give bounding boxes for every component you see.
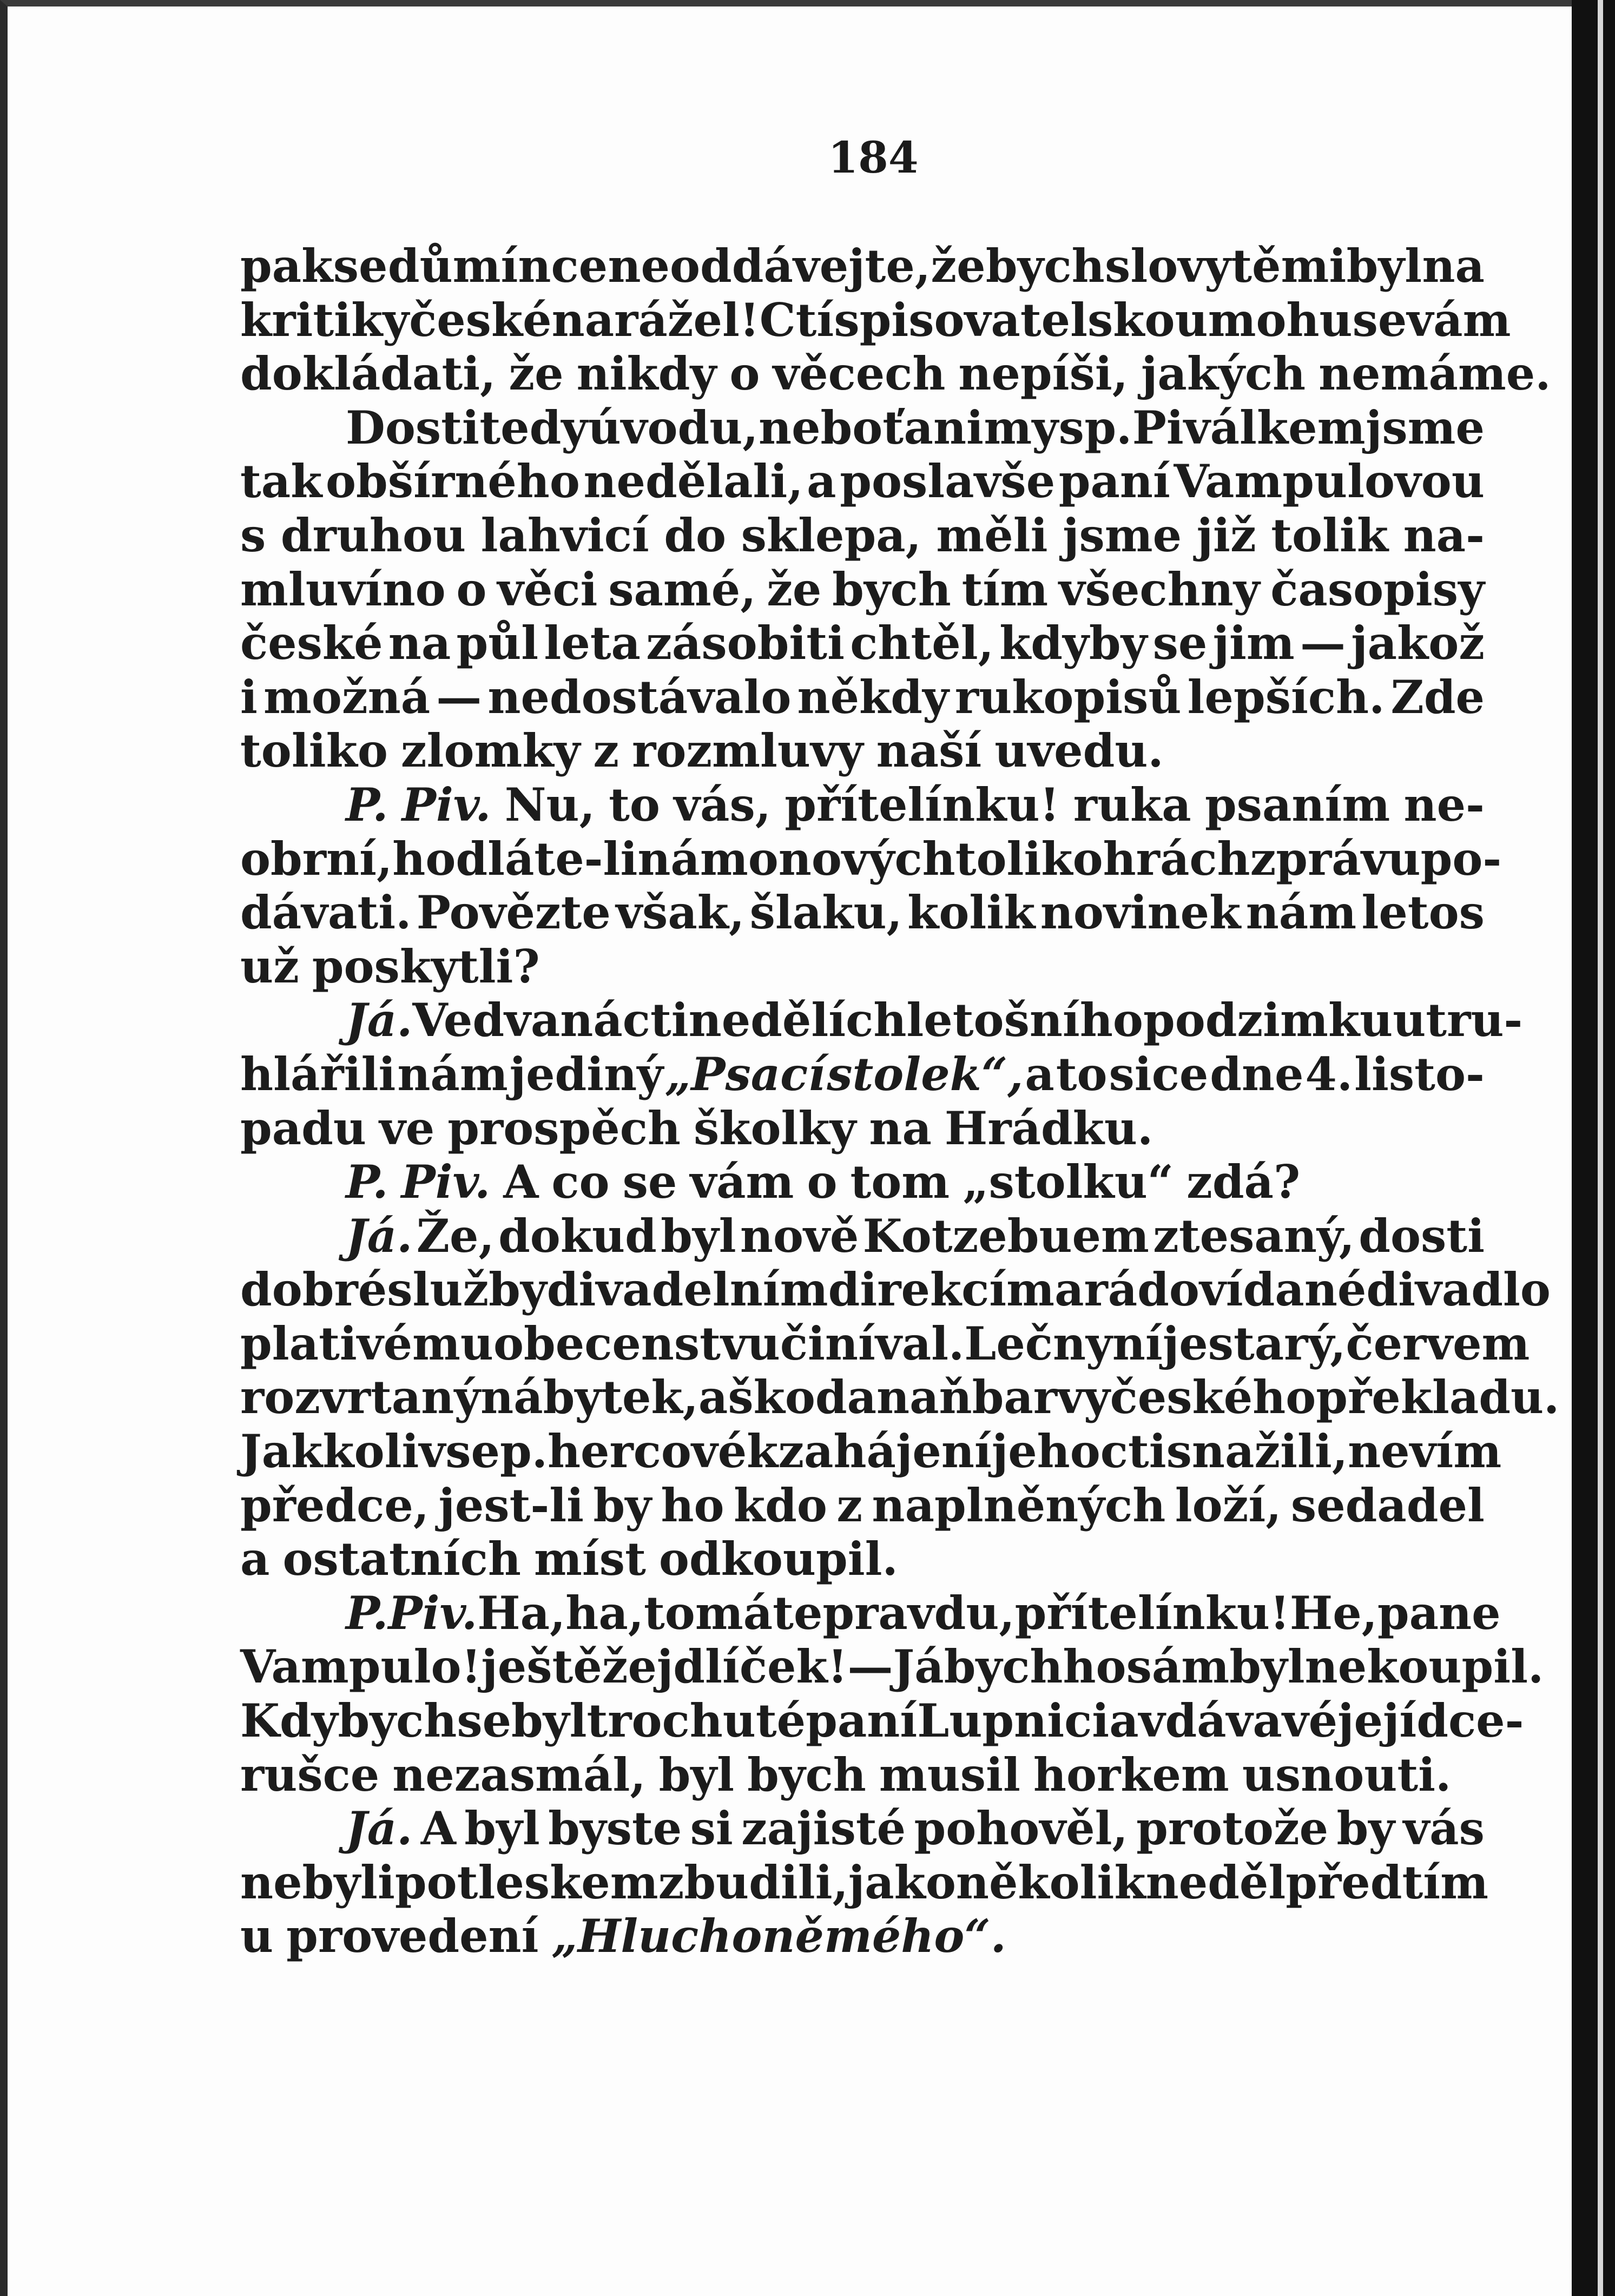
- text-line: [240, 401, 1485, 455]
- word: tím: [961, 562, 1049, 616]
- word: neboť: [759, 400, 904, 454]
- word: jako: [848, 1855, 956, 1909]
- word: letos: [1361, 886, 1485, 940]
- word: vdávavé: [1138, 1694, 1338, 1748]
- word: nám: [637, 832, 748, 886]
- word: co: [551, 1155, 610, 1209]
- word: ho: [1063, 1640, 1126, 1694]
- word: nemáme.: [1319, 347, 1551, 401]
- word: nově: [740, 1209, 859, 1263]
- word: pane: [1377, 1586, 1501, 1640]
- word: důmínce: [387, 239, 608, 293]
- word: vám: [690, 1155, 794, 1209]
- text-line: [240, 1424, 1502, 1479]
- word: na: [388, 616, 451, 670]
- word: sklepa,: [741, 508, 921, 562]
- word: to: [644, 1586, 695, 1640]
- word: letošního: [906, 993, 1143, 1047]
- word: Kotzebuem: [862, 1209, 1149, 1263]
- word: ještě: [481, 1640, 602, 1694]
- word: Dosti: [346, 400, 479, 454]
- word: Já.: [346, 1209, 413, 1263]
- text-line: [240, 1316, 1530, 1371]
- word: u: [240, 1909, 274, 1963]
- word: se: [622, 1155, 677, 1209]
- word: divadlo: [1366, 1263, 1551, 1317]
- word: byl: [661, 1209, 736, 1263]
- word: my: [984, 400, 1059, 454]
- word: časopisy: [1270, 562, 1485, 616]
- word: věcech: [773, 347, 946, 401]
- word: jsme: [1365, 400, 1485, 454]
- word: měli: [936, 508, 1048, 562]
- word: nám: [1245, 886, 1357, 940]
- word: cti: [1100, 1424, 1166, 1479]
- word: nevím: [1348, 1424, 1502, 1479]
- word: dvanácti: [472, 993, 689, 1047]
- word: z: [836, 1478, 863, 1532]
- word: naň: [876, 1370, 972, 1424]
- word: tom: [850, 1155, 950, 1209]
- word: dosti: [1359, 1209, 1485, 1263]
- word: bych: [944, 1640, 1063, 1694]
- word: neoddávejte,: [608, 239, 931, 293]
- word: české: [409, 293, 552, 347]
- word: českého: [1110, 1370, 1316, 1424]
- text-line: [240, 1909, 1485, 1963]
- word: narážel!: [551, 293, 760, 347]
- word: toliko: [955, 832, 1103, 886]
- body-text: [240, 239, 1560, 1963]
- word: „Hluchoněmého“.: [551, 1909, 1006, 1963]
- text-line: [240, 1101, 1485, 1156]
- text-line: [240, 454, 1485, 509]
- word: vám: [1407, 293, 1511, 347]
- text-line: [240, 670, 1485, 724]
- text-line: [240, 1532, 1485, 1586]
- word: —: [436, 670, 482, 724]
- word: pak: [240, 239, 333, 293]
- word: byl: [1346, 239, 1422, 293]
- word: Piv.: [388, 1586, 478, 1640]
- word: utru-: [1393, 993, 1523, 1047]
- word: chtěl,: [850, 616, 994, 670]
- word: prospěch: [447, 1101, 681, 1155]
- word: obšírného: [326, 454, 580, 509]
- word: Piv.: [401, 777, 491, 832]
- word: toliko: [240, 724, 388, 778]
- text-line: [240, 1802, 1485, 1856]
- word: té: [755, 1694, 806, 1748]
- word: Ha,: [477, 1586, 566, 1640]
- word: musil: [879, 1747, 1020, 1802]
- text-line: [240, 1047, 1485, 1101]
- word: a: [240, 1532, 270, 1586]
- word: uvedu.: [994, 724, 1164, 778]
- word: dobré: [240, 1263, 387, 1317]
- word: ani: [904, 400, 984, 454]
- word: ho: [661, 1478, 724, 1532]
- word: a: [698, 1370, 728, 1424]
- word: služby: [387, 1263, 547, 1317]
- word: dávati.: [240, 886, 412, 940]
- text-line: [240, 1370, 1560, 1424]
- scan-edge: [1572, 0, 1615, 2296]
- word: o: [456, 562, 487, 616]
- word: nekoupil.: [1304, 1640, 1544, 1694]
- word: by: [593, 1478, 652, 1532]
- word: že: [509, 347, 564, 401]
- word: na: [1422, 239, 1485, 293]
- word: ruka: [1073, 777, 1191, 832]
- word: zbudili,: [658, 1855, 848, 1909]
- word: zprávu: [1250, 832, 1421, 886]
- word: Povězte: [416, 886, 611, 940]
- word: obecenstvu: [493, 1316, 780, 1370]
- word: odkoupil.: [658, 1532, 898, 1586]
- word: paní: [806, 1694, 918, 1748]
- word: P.: [346, 1586, 388, 1640]
- word: žejdlíček!: [602, 1640, 848, 1694]
- word: neděl: [1145, 1855, 1286, 1909]
- word: se: [1152, 616, 1208, 670]
- word: vídané: [1199, 1263, 1367, 1317]
- text-line: [240, 724, 1485, 778]
- word: k: [747, 1424, 779, 1479]
- text-line: [240, 563, 1485, 617]
- text-line: [240, 832, 1502, 886]
- word: mohu: [1208, 293, 1353, 347]
- word: sám: [1126, 1640, 1230, 1694]
- word: Vampulovou: [1174, 454, 1485, 509]
- word: rádo: [1084, 1263, 1199, 1317]
- word: přítelínku!: [785, 777, 1060, 832]
- word: psaním: [1204, 777, 1390, 832]
- word: listo-: [1354, 1047, 1485, 1101]
- word: někdy: [797, 670, 949, 724]
- word: jim: [1212, 616, 1295, 670]
- word: tedy: [479, 400, 588, 454]
- word: dce-: [1416, 1694, 1524, 1748]
- word: p.: [1084, 400, 1132, 454]
- word: direkcím: [828, 1263, 1055, 1317]
- text-line: [240, 886, 1485, 940]
- word: —: [847, 1640, 893, 1694]
- word: Ve: [412, 993, 473, 1047]
- text-line: [240, 1263, 1551, 1317]
- word: Lupnici: [917, 1694, 1110, 1748]
- word: že: [767, 562, 822, 616]
- word: obrní,: [240, 832, 393, 886]
- word: rušce: [240, 1747, 380, 1802]
- word: Nu,: [504, 777, 595, 832]
- word: Hrádku.: [944, 1101, 1153, 1155]
- word: jeho: [991, 1424, 1100, 1479]
- word: z: [593, 724, 619, 778]
- word: si: [690, 1802, 733, 1856]
- word: vás: [1403, 1802, 1485, 1856]
- word: že: [931, 239, 986, 293]
- word: Leč: [964, 1316, 1053, 1370]
- word: se: [333, 239, 388, 293]
- word: kdyby: [999, 616, 1148, 670]
- word: dokud: [498, 1209, 657, 1263]
- text-line: [240, 1640, 1544, 1694]
- word: nyní: [1052, 1316, 1163, 1370]
- text-line: [240, 347, 1551, 401]
- word: tak: [240, 454, 322, 509]
- word: poskytli?: [312, 939, 540, 993]
- word: byl: [511, 1694, 587, 1748]
- word: sice: [1109, 1047, 1209, 1101]
- word: vás,: [674, 777, 771, 832]
- adjacent-page-edge: [1598, 0, 1603, 2296]
- word: Piv.: [401, 1155, 491, 1209]
- word: o: [729, 347, 760, 401]
- word: Vampulo!: [240, 1640, 482, 1694]
- word: přítelínku!: [1014, 1586, 1290, 1640]
- text-line: [240, 1748, 1485, 1802]
- word: těmi: [1231, 239, 1347, 293]
- text-line: [240, 239, 1485, 293]
- word: a: [1054, 1263, 1084, 1317]
- word: je: [1162, 1316, 1208, 1370]
- word: zásobiti: [646, 616, 845, 670]
- word: byste: [548, 1802, 682, 1856]
- word: o: [748, 832, 779, 886]
- word: míst: [534, 1532, 646, 1586]
- word: poslavše: [840, 454, 1056, 509]
- word: usnouti.: [1242, 1747, 1452, 1802]
- word: předtím: [1286, 1855, 1489, 1909]
- word: tolik: [1271, 508, 1389, 562]
- word: to: [1056, 1047, 1108, 1101]
- word: Zde: [1390, 670, 1485, 724]
- word: ha,: [565, 1586, 644, 1640]
- word: nedělích: [688, 993, 907, 1047]
- word: o: [807, 1155, 838, 1209]
- word: bych: [832, 562, 951, 616]
- word: na-: [1403, 508, 1485, 562]
- word: samé,: [608, 562, 756, 616]
- word: nedostávalo: [487, 670, 792, 724]
- word: sedadel: [1290, 1478, 1485, 1532]
- word: podzimku: [1143, 993, 1393, 1047]
- word: na: [869, 1101, 932, 1155]
- word: nikdy: [576, 347, 717, 401]
- word: A: [420, 1802, 456, 1856]
- word: hodláte-li: [392, 832, 638, 886]
- text-line: [240, 1586, 1501, 1640]
- word: dne: [1210, 1047, 1304, 1101]
- word: české: [240, 616, 383, 670]
- word: —: [1300, 616, 1346, 670]
- word: s: [240, 508, 266, 562]
- word: dokládati,: [240, 347, 496, 401]
- word: a: [807, 454, 836, 509]
- word: jakých: [1141, 347, 1306, 401]
- word: s: [1058, 400, 1084, 454]
- word: to: [609, 777, 660, 832]
- word: se: [445, 1424, 500, 1479]
- word: lepších.: [1187, 670, 1385, 724]
- word: Jakkoliv: [240, 1424, 446, 1479]
- word: protože: [1136, 1802, 1329, 1856]
- word: jsme: [1063, 508, 1182, 562]
- word: rozvrtaný: [240, 1370, 481, 1424]
- word: se: [1352, 293, 1407, 347]
- word: horkem: [1033, 1747, 1229, 1802]
- word: nám: [397, 1047, 508, 1101]
- word: nedělali,: [583, 454, 803, 509]
- word: mluvíno: [240, 562, 446, 616]
- text-line: [240, 1155, 1485, 1209]
- word: již: [1196, 508, 1256, 562]
- word: A: [503, 1155, 539, 1209]
- word: nábytek,: [480, 1370, 698, 1424]
- word: Že,: [416, 1209, 495, 1263]
- word: nezasmál,: [392, 1747, 646, 1802]
- word: „stolku“: [963, 1155, 1174, 1209]
- word: červem: [1346, 1316, 1530, 1370]
- word: nebyli: [240, 1855, 395, 1909]
- word: byl: [464, 1802, 540, 1856]
- text-line: [240, 293, 1511, 347]
- word: kdo: [733, 1478, 827, 1532]
- word: ne-: [1403, 777, 1485, 832]
- word: leta: [544, 616, 641, 670]
- word: bych: [985, 239, 1105, 293]
- word: a: [1025, 1047, 1054, 1101]
- text-line: [240, 616, 1485, 670]
- word: pohověl,: [914, 1802, 1128, 1856]
- text-line: [240, 940, 1485, 994]
- text-line: [240, 509, 1485, 563]
- word: starý,: [1208, 1316, 1346, 1370]
- word: škoda: [728, 1370, 877, 1424]
- word: paní: [1058, 454, 1170, 509]
- word: ztesaný,: [1153, 1209, 1355, 1263]
- word: novinek: [1040, 886, 1241, 940]
- word: nových: [778, 832, 955, 886]
- word: padu: [240, 1101, 366, 1155]
- word: zlomky: [400, 724, 581, 778]
- word: jediný: [509, 1047, 664, 1101]
- word: spisovatelskou: [834, 293, 1208, 347]
- word: kolik: [907, 886, 1036, 940]
- word: naší: [876, 724, 982, 778]
- word: zdá?: [1186, 1155, 1301, 1209]
- word: Ctí: [759, 293, 834, 347]
- word: hrách: [1103, 832, 1250, 886]
- word: úvodu,: [588, 400, 759, 454]
- page-number: 184: [828, 132, 919, 183]
- word: zajisté: [741, 1802, 906, 1856]
- word: „Psací: [664, 1047, 826, 1101]
- word: hlářili: [240, 1047, 396, 1101]
- word: rozmluvy: [632, 724, 863, 778]
- word: školky: [693, 1101, 856, 1155]
- word: trochu: [586, 1694, 756, 1748]
- word: půl: [456, 616, 539, 670]
- text-line: [240, 1855, 1489, 1910]
- word: už: [240, 939, 299, 993]
- word: slovy: [1105, 239, 1231, 293]
- text-line: [240, 1209, 1485, 1263]
- word: Piválkem: [1132, 400, 1366, 454]
- word: P.: [346, 1155, 388, 1209]
- word: provedení: [286, 1909, 539, 1963]
- word: snažili,: [1166, 1424, 1348, 1479]
- word: stolek“,: [827, 1047, 1024, 1101]
- word: byl: [658, 1747, 735, 1802]
- word: věci: [497, 562, 598, 616]
- word: překladu.: [1316, 1370, 1560, 1424]
- word: několik: [955, 1855, 1146, 1909]
- word: lahvicí: [480, 508, 649, 562]
- word: P.: [346, 777, 388, 832]
- word: byl: [1229, 1640, 1305, 1694]
- text-line: [240, 1694, 1524, 1748]
- word: divadelním: [546, 1263, 828, 1317]
- word: druhou: [280, 508, 466, 562]
- word: však,: [616, 886, 745, 940]
- word: do: [664, 508, 727, 562]
- word: nepíši,: [958, 347, 1129, 401]
- text-line: [240, 778, 1485, 832]
- word: šlaku,: [749, 886, 902, 940]
- word: pravdu,: [822, 1586, 1015, 1640]
- word: naplněných: [872, 1478, 1166, 1532]
- word: zahájení: [778, 1424, 992, 1479]
- word: hercové: [547, 1424, 747, 1479]
- word: činíval.: [780, 1316, 965, 1370]
- text-line: [240, 993, 1523, 1047]
- word: Já.: [346, 1802, 413, 1856]
- word: p.: [499, 1424, 548, 1479]
- word: plativému: [240, 1316, 493, 1370]
- word: předce,: [240, 1478, 430, 1532]
- word: a: [1109, 1694, 1139, 1748]
- word: její: [1337, 1694, 1417, 1748]
- word: ostatních: [282, 1532, 521, 1586]
- word: máte: [695, 1586, 823, 1640]
- word: rukopisů: [954, 670, 1182, 724]
- word: loží,: [1175, 1478, 1282, 1532]
- word: i: [240, 670, 258, 724]
- text-line: [240, 1479, 1485, 1533]
- word: Já: [893, 1640, 944, 1694]
- word: po-: [1420, 832, 1502, 886]
- word: barvy: [972, 1370, 1110, 1424]
- word: Kdybych: [240, 1694, 457, 1748]
- word: ve: [379, 1101, 435, 1155]
- word: 4.: [1305, 1047, 1353, 1101]
- word: by: [1336, 1802, 1395, 1856]
- word: potleskem: [394, 1855, 658, 1909]
- word: možná: [263, 670, 431, 724]
- word: všechny: [1058, 562, 1260, 616]
- word: jest-li: [438, 1478, 584, 1532]
- word: He,: [1289, 1586, 1377, 1640]
- word: jakož: [1351, 616, 1485, 670]
- word: Já.: [346, 993, 413, 1047]
- word: kritiky: [240, 293, 410, 347]
- word: bych: [747, 1747, 866, 1802]
- word: se: [457, 1694, 512, 1748]
